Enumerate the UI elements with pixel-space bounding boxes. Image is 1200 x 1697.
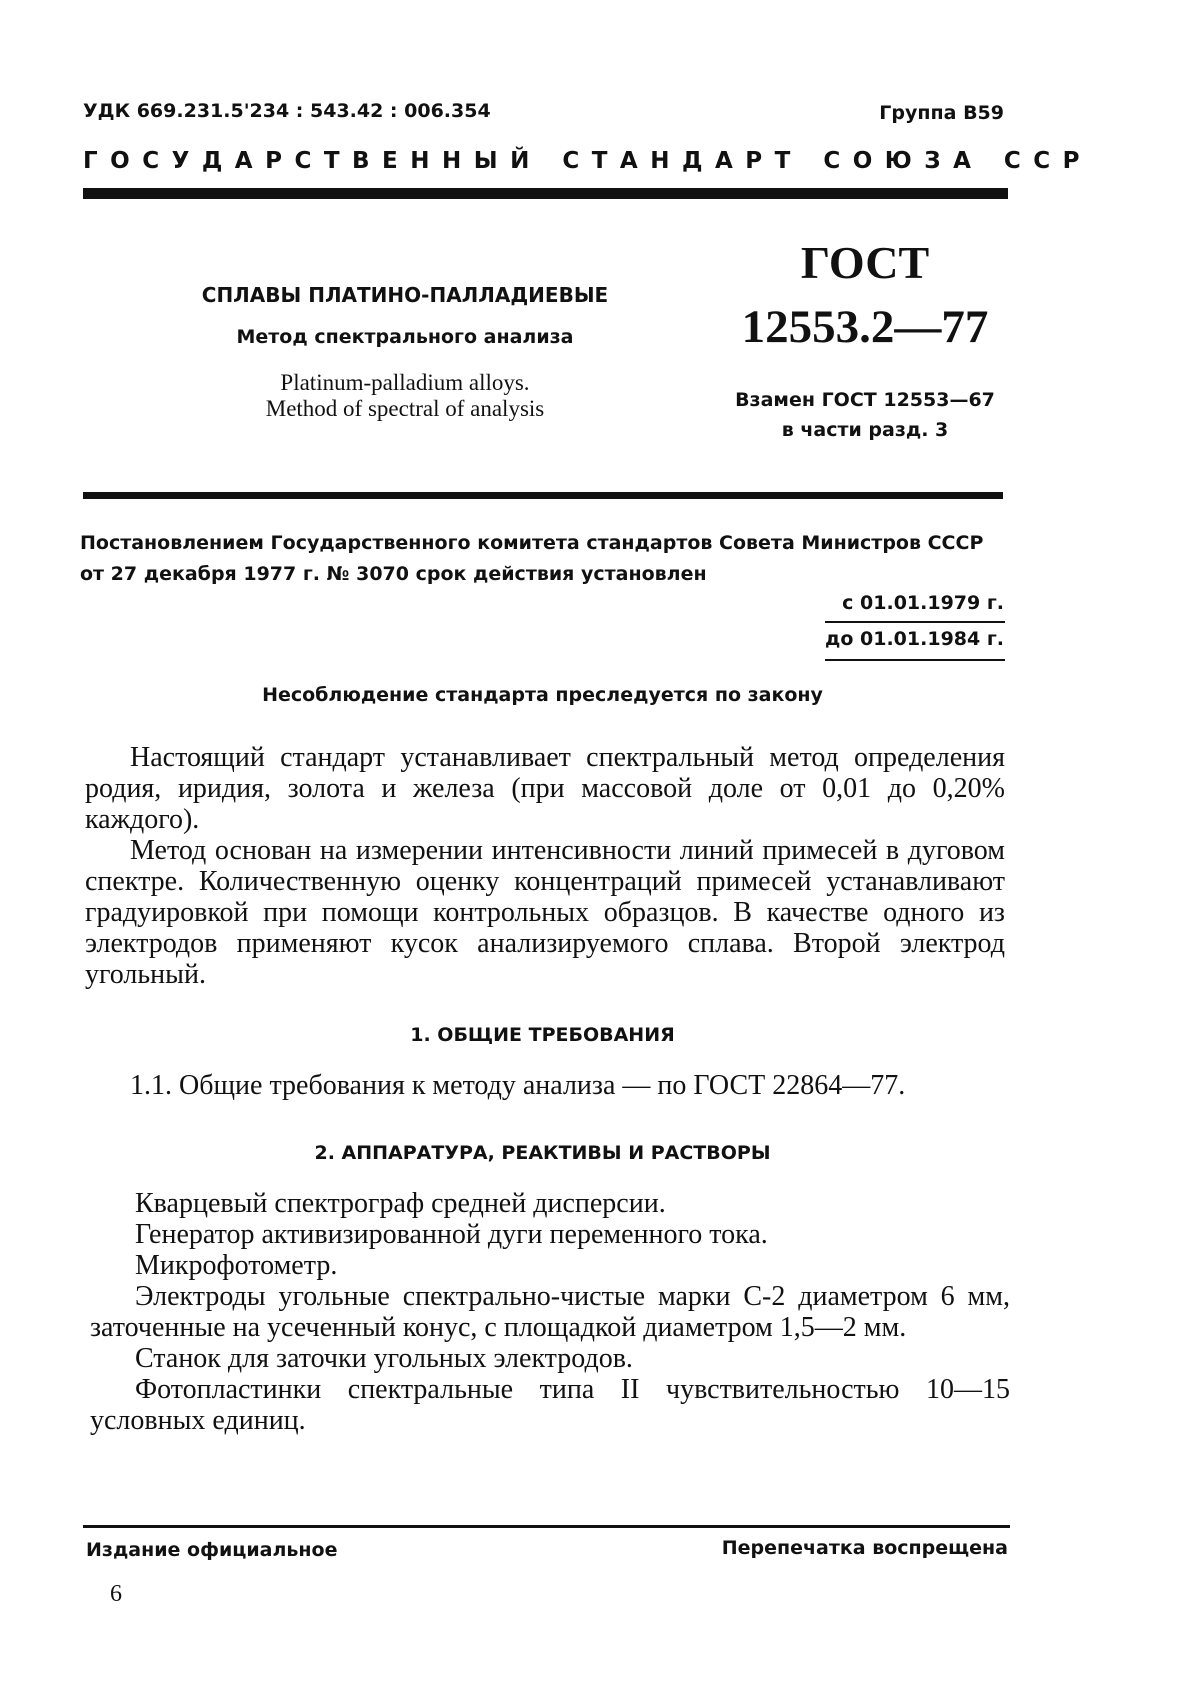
list-item: Генератор активизированной дуги переменного тока. bbox=[135, 1219, 768, 1250]
list-item: Микрофотометр. bbox=[135, 1250, 338, 1281]
legal-notice: Несоблюдение стандарта преследуется по закону bbox=[262, 684, 823, 706]
intro-paragraph-2: Метод основан на измерении интенсивности линий примесей в дуговом спектре. Количественную оценку концентраций примесей устанавливают градуировкой при помощи контрольных образцов. В качестве одного из электродов применяют кусок анализируемого сплава. Второй электрод угольный. bbox=[85, 835, 1005, 990]
udk-code: УДК 669.231.5'234 : 543.42 : 006.354 bbox=[83, 100, 491, 122]
validity-date-from: с 01.01.1979 г. bbox=[842, 592, 1004, 614]
page-number: 6 bbox=[110, 1581, 122, 1607]
official-edition: Издание официальное bbox=[86, 1539, 338, 1561]
validity-date-to: до 01.01.1984 г. bbox=[825, 628, 1004, 650]
group-code: Группа В59 bbox=[879, 102, 1004, 124]
footer-rule bbox=[83, 1525, 1010, 1528]
list-item: Кварцевый спектрограф средней дисперсии. bbox=[135, 1188, 666, 1219]
title-block-rule bbox=[83, 492, 1003, 499]
list-item: Станок для заточки угольных электродов. bbox=[135, 1343, 633, 1374]
replaces-note bbox=[720, 385, 1010, 445]
header-rule bbox=[83, 188, 1008, 199]
state-standard-banner: ГОСУДАРСТВЕННЫЙ СТАНДАРТ СОЮЗА ССР bbox=[83, 148, 1093, 174]
title-en-line2: Method of spectral of analysis bbox=[265, 396, 545, 421]
decree-line1: Постановлением Государственного комитета стандартов Совета Министров СССР bbox=[80, 532, 984, 554]
decree-line2: от 27 декабря 1977 г. № 3070 срок действия установлен bbox=[80, 563, 707, 585]
date-rule bbox=[825, 621, 1005, 623]
gost-number: 12553.2—77 bbox=[741, 301, 989, 353]
list-item: Электроды угольные спектрально-чистые марки С-2 диаметром 6 мм, заточенные на усеченный конус, с площадкой диаметром 1,5—2 мм. bbox=[90, 1281, 1010, 1343]
section-1-text: 1.1. Общие требования к методу анализа — по ГОСТ 22864—77. bbox=[130, 1070, 906, 1101]
section-2-heading: 2. АППАРАТУРА, РЕАКТИВЫ И РАСТВОРЫ bbox=[314, 1142, 771, 1164]
reprint-prohibited: Перепечатка воспрещена bbox=[721, 1537, 1008, 1559]
replaces-line1: Взамен ГОСТ 12553—67 bbox=[735, 389, 995, 411]
title-en bbox=[160, 370, 650, 422]
equipment-list bbox=[90, 1188, 1010, 1436]
title-en-line1: Platinum-palladium alloys. bbox=[280, 370, 530, 395]
date-rule bbox=[825, 659, 1005, 661]
subtitle-ru: Метод спектрального анализа bbox=[236, 326, 574, 348]
section-1-heading: 1. ОБЩИЕ ТРЕБОВАНИЯ bbox=[410, 1024, 675, 1046]
list-item: Фотопластинки спектральные типа II чувствительностью 10—15 условных единиц. bbox=[90, 1374, 1010, 1436]
replaces-line2: в части разд. 3 bbox=[781, 419, 949, 441]
gost-label: ГОСТ bbox=[800, 237, 930, 288]
decree bbox=[80, 528, 1005, 590]
title-ru: СПЛАВЫ ПЛАТИНО-ПАЛЛАДИЕВЫЕ bbox=[201, 283, 609, 307]
intro-paragraph-1: Настоящий стандарт устанавливает спектральный метод определения родия, иридия, золота и железа (при массовой доле от 0,01 до 0,20% каждого). bbox=[85, 742, 1005, 835]
